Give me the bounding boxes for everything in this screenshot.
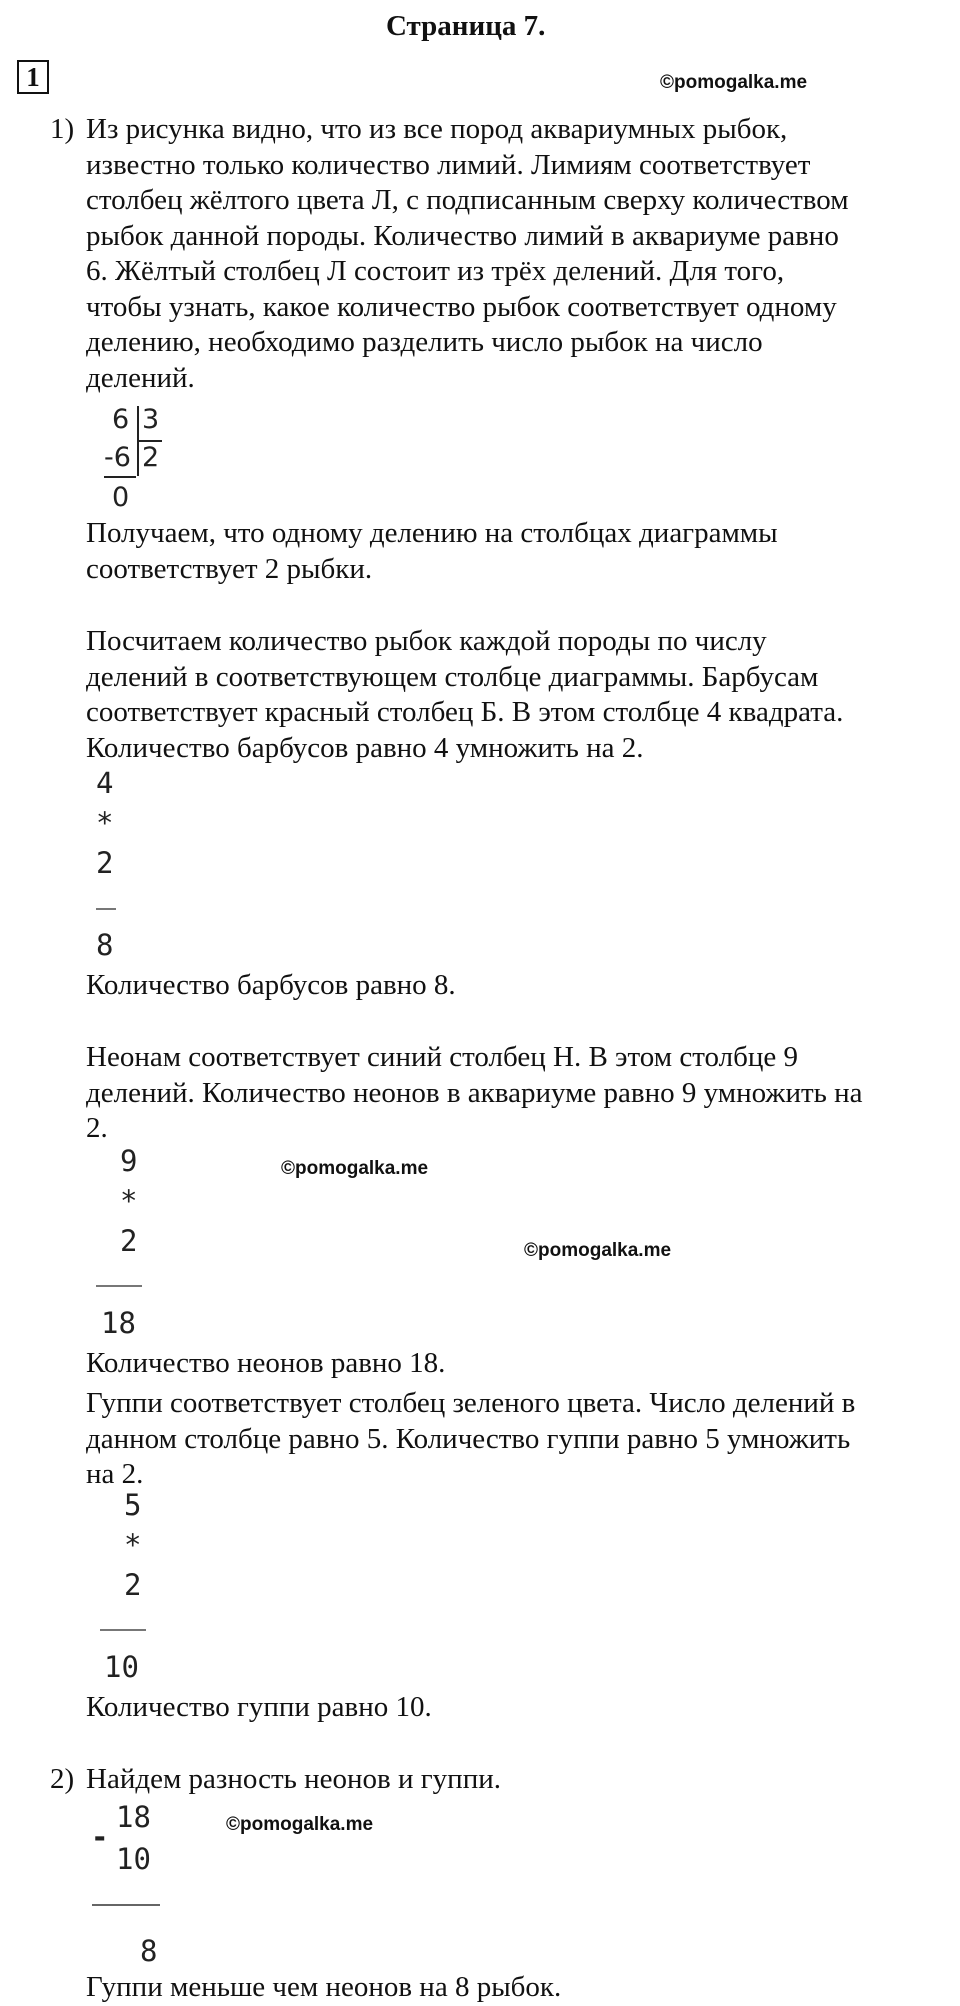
watermark: ©pomogalka.me <box>281 1158 429 1179</box>
text-line: 6. Жёлтый столбец Л состоит из трёх делений. Для того, <box>86 255 785 287</box>
calc-line <box>100 1629 146 1631</box>
part2-result: Гуппи меньше чем неонов на 8 рыбок. <box>86 1971 562 2003</box>
calc-line <box>96 908 116 910</box>
calc-line <box>96 1285 142 1287</box>
watermark: ©pomogalka.me <box>524 1240 672 1261</box>
text-line: соответствует красный столбец Б. В этом столбце 4 квадрата. <box>86 696 844 728</box>
part2-label: 2) <box>50 1763 75 1795</box>
part2-text: Найдем разность неонов и гуппи. <box>86 1763 501 1795</box>
calc-result: 8 <box>140 1934 158 1968</box>
division-subtrahend: -6 <box>104 442 131 473</box>
text-line: чтобы узнать, какое количество рыбок соответствует одному <box>86 290 837 323</box>
calc-operand: 9 <box>120 1144 138 1178</box>
text-line: делений. <box>86 361 195 394</box>
division-result <box>86 516 778 587</box>
text-line: столбец жёлтого цвета Л, с подписанным сверху количеством <box>86 184 849 216</box>
calc-operand: 2 <box>120 1224 138 1258</box>
text-line: известно только количество лимий. Лимиям соответствует <box>86 148 811 181</box>
text-line: рыбок данной породы. Количество лимий в аквариуме равно <box>86 219 839 252</box>
text-line: Неонам соответствует синий столбец Н. В этом столбце 9 <box>86 1041 798 1073</box>
barbs-result: Количество барбусов равно 8. <box>86 969 456 1001</box>
calc-operator: * <box>120 1184 138 1218</box>
text-line: 2. <box>86 1112 108 1144</box>
calc-operand: 2 <box>96 846 114 880</box>
calc-operand: 18 <box>116 1800 151 1834</box>
division-remainder: 0 <box>112 482 130 513</box>
watermark: ©pomogalka.me <box>226 1814 374 1835</box>
calc-operand: 4 <box>96 766 114 800</box>
division-divisor-line <box>138 440 162 442</box>
guppy-paragraph <box>86 1386 855 1493</box>
calc-operator: * <box>96 806 114 840</box>
calc-result: 8 <box>96 928 114 962</box>
page-title: Страница 7. <box>386 10 546 42</box>
division-underline <box>104 476 136 478</box>
text-line: соответствует 2 рыбки. <box>86 552 373 585</box>
text-line: Гуппи соответствует столбец зеленого цвета. Число делений в <box>86 1387 856 1419</box>
division-quotient: 2 <box>142 442 160 473</box>
part1-intro <box>86 112 849 396</box>
calc-operand: 5 <box>124 1488 142 1522</box>
calc-result: 10 <box>104 1650 139 1684</box>
text-line: на 2. <box>86 1458 144 1490</box>
division-dividend: 6 <box>112 404 130 435</box>
text-line: Количество барбусов равно 4 умножить на 2. <box>86 731 644 764</box>
text-line: Посчитаем количество рыбок каждой породы по числу <box>86 625 767 657</box>
text-line: Из рисунка видно, что из все пород аквариумных рыбок, <box>86 113 788 145</box>
watermark: ©pomogalka.me <box>660 72 808 93</box>
text-line: Получаем, что одному делению на столбцах диаграммы <box>86 517 778 549</box>
task-number: 1 <box>17 60 49 94</box>
text-line: данном столбце равно 5. Количество гуппи равно 5 умножить <box>86 1422 851 1455</box>
calc-operator: * <box>124 1528 142 1562</box>
neons-result: Количество неонов равно 18. <box>86 1347 446 1379</box>
barbs-paragraph <box>86 624 843 766</box>
calc-operand: 2 <box>124 1568 142 1602</box>
text-line: делений. Количество неонов в аквариуме равно 9 умножить на <box>86 1076 863 1109</box>
calc-operator: - <box>91 1820 109 1854</box>
text-line: делению, необходимо разделить число рыбок на число <box>86 326 763 358</box>
division-divisor: 3 <box>142 404 160 435</box>
calc-result: 18 <box>101 1306 136 1340</box>
calc-operand: 10 <box>116 1842 151 1876</box>
guppy-result: Количество гуппи равно 10. <box>86 1691 432 1723</box>
calc-line <box>92 1904 160 1906</box>
neons-paragraph <box>86 1040 863 1147</box>
text-line: делений в соответствующем столбце диаграммы. Барбусам <box>86 660 819 693</box>
part1-label: 1) <box>50 113 75 145</box>
